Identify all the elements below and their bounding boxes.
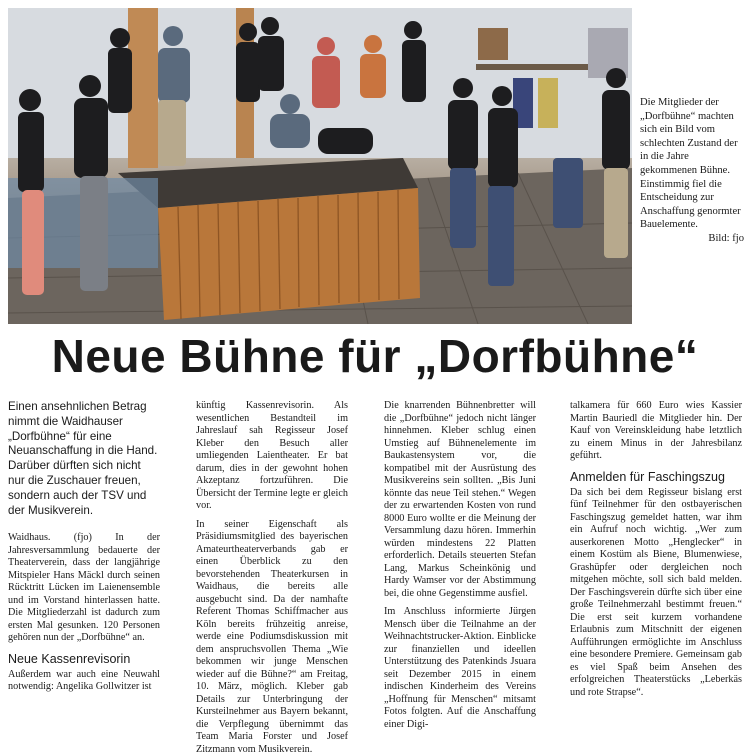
paragraph [8,532,160,645]
paragraph: talkamera für 660 Euro wies Kassier Martin Bauriedl die Mitglieder hin. Der Kauf von Vereinskleidung habe letztlich zu einem Minus in der Jahresbilanz geführt. [570,400,742,463]
subheading: Anmelden für Faschingszug [570,469,742,485]
subheading: Neue Kassenrevisorin [8,651,160,667]
dateline: Waidhaus. [8,532,50,543]
paragraph: Da sich bei dem Regisseur bislang erst fünf Teilnehmer für den ostbayerischen Faschingszug gemeldet hatten, war ihm ein Aufruf noch wichtig. „Wer zum auserkorenen Motto „Henglecker“ in einem Kostüm als Biene, Blumenwiese, Grashüpfer oder dergleichen noch mitgehen möchte, soll sich bald melden. Der Faschingsverein dürfte sich über eine große Teilnehmerzahl bestimmt freuen.“ Die erst seit kurzem vorhandene Erlaubnis zum Mitschnitt der eigenen Aufführungen ermöglichte im Anschluss eine besondere Premiere. Gemeinsam gab es viel Spaß beim Ansehen des erfolgreichen Theaterstücks „Leberkäs und rote Strapse“. [570,487,742,700]
paragraph: Die knarrenden Bühnenbretter will die „Dorfbühne“ jedoch nicht länger hinnehmen. Kleber schlug einen Umstieg auf Bühnenelemente im Baukastensystem vor, die kompatibel mit der Ausrüstung des Musikvereins sein sollten. „Bis Juni könnte das neue Teil stehen.“ Wegen der zu erwartenden Kosten von rund 8000 Euro wollte er die Meinung der Versammlung dazu hören. Immerhin würden mindestens 22 Platten erforderlich. Details steuerten Stefan Lang, Markus Scheinkönig und Hardy Wamser vor der Abstimmung bei, die ohne Gegenstimme ausfiel. [384,400,536,600]
paragraph: Im Anschluss informierte Jürgen Mensch über die Teilnahme an der Weihnachtstrucker-Aktion. Einblicke zur finanziellen und ideellen Unterstützung des Patenkinds Jsuara seit Dezember 2015 in einem indischen Kinderheim des Vereins „Hoffnung für Menschen“ mitsamt Fotos folgten. Auf die Anschaffung einer Digi- [384,606,536,731]
paragraph: Außerdem war auch eine Neuwahl notwendig: Angelika Gollwitzer ist [8,669,160,694]
lead-paragraph: Einen ansehnlichen Betrag nimmt die Waidhauser „Dorfbühne“ für eine Neuanschaffung in die Hand. Darüber dürften sich nicht nur die Zuschauer freuen, sondern auch der TSV und der Musikverein. [8,400,160,518]
column-1 [8,400,160,694]
article-photo [8,8,632,324]
column-4 [570,400,742,699]
headline: Neue Bühne für „Dorfbühne“ [0,328,750,384]
paragraph-text: (fjo) In der Jahresversammlung bedauerte der Theaterverein, dass der langjährige Mitspieler Hans Mäckl durch seinen Rücktritt Lücken im Laienensemble und im Vorstand hinterlassen hatte. Die Mitgliederzahl ist dadurch zum ersten Mal gesunken. 120 Personen gehören nun der „Dorfbühne“ an. [8,532,160,643]
photo-credit: Bild: fjo [640,232,744,246]
paragraph: In seiner Eigenschaft als Präsidiumsmitglied des bayerischen Amateurtheaterverbands gab er einen Überblick zu den bevorstehenden Theaterkursen in Waidhaus, die bereits alle ausgebucht sind. Da der namhafte Referent Thomas Schiffmacher aus Köln bereits frühzeitig anreise, werde eine Podiumsdiskussion mit dem anspruchsvollen Thema „Wie bekommen wir junge Menschen wieder auf die Bühne?“ am Freitag, 10. März, möglich. Kleber gab Details zur Unterbringung der Kursteilnehmer aus Bayern bekannt, die Verpflegung übernimmt das Team Maria Forster und Josef Zitzmann vom Musikverein. [196,519,348,756]
column-2 [196,400,348,756]
caption-text: Die Mitglieder der „Dorfbühne“ machten sich ein Bild vom schlechten Zustand der in die Jahre gekommenen Bühne. Einstimmig fiel die Entscheidung zur Anschaffung genormter Bauelemente. [640,97,741,230]
photo-caption [640,96,744,246]
photo-illustration [8,8,632,324]
column-3 [384,400,536,731]
paragraph: künftig Kassenrevisorin. Als wesentlichen Bestandteil im Jahreslauf sah Regisseur Josef Kleber den Besuch aller umliegenden Laientheater. Er bat darum, dies in der gewohnt hohen Akzeptanz fortzuführen. Die Übersicht der Termine legte er gleich vor. [196,400,348,513]
